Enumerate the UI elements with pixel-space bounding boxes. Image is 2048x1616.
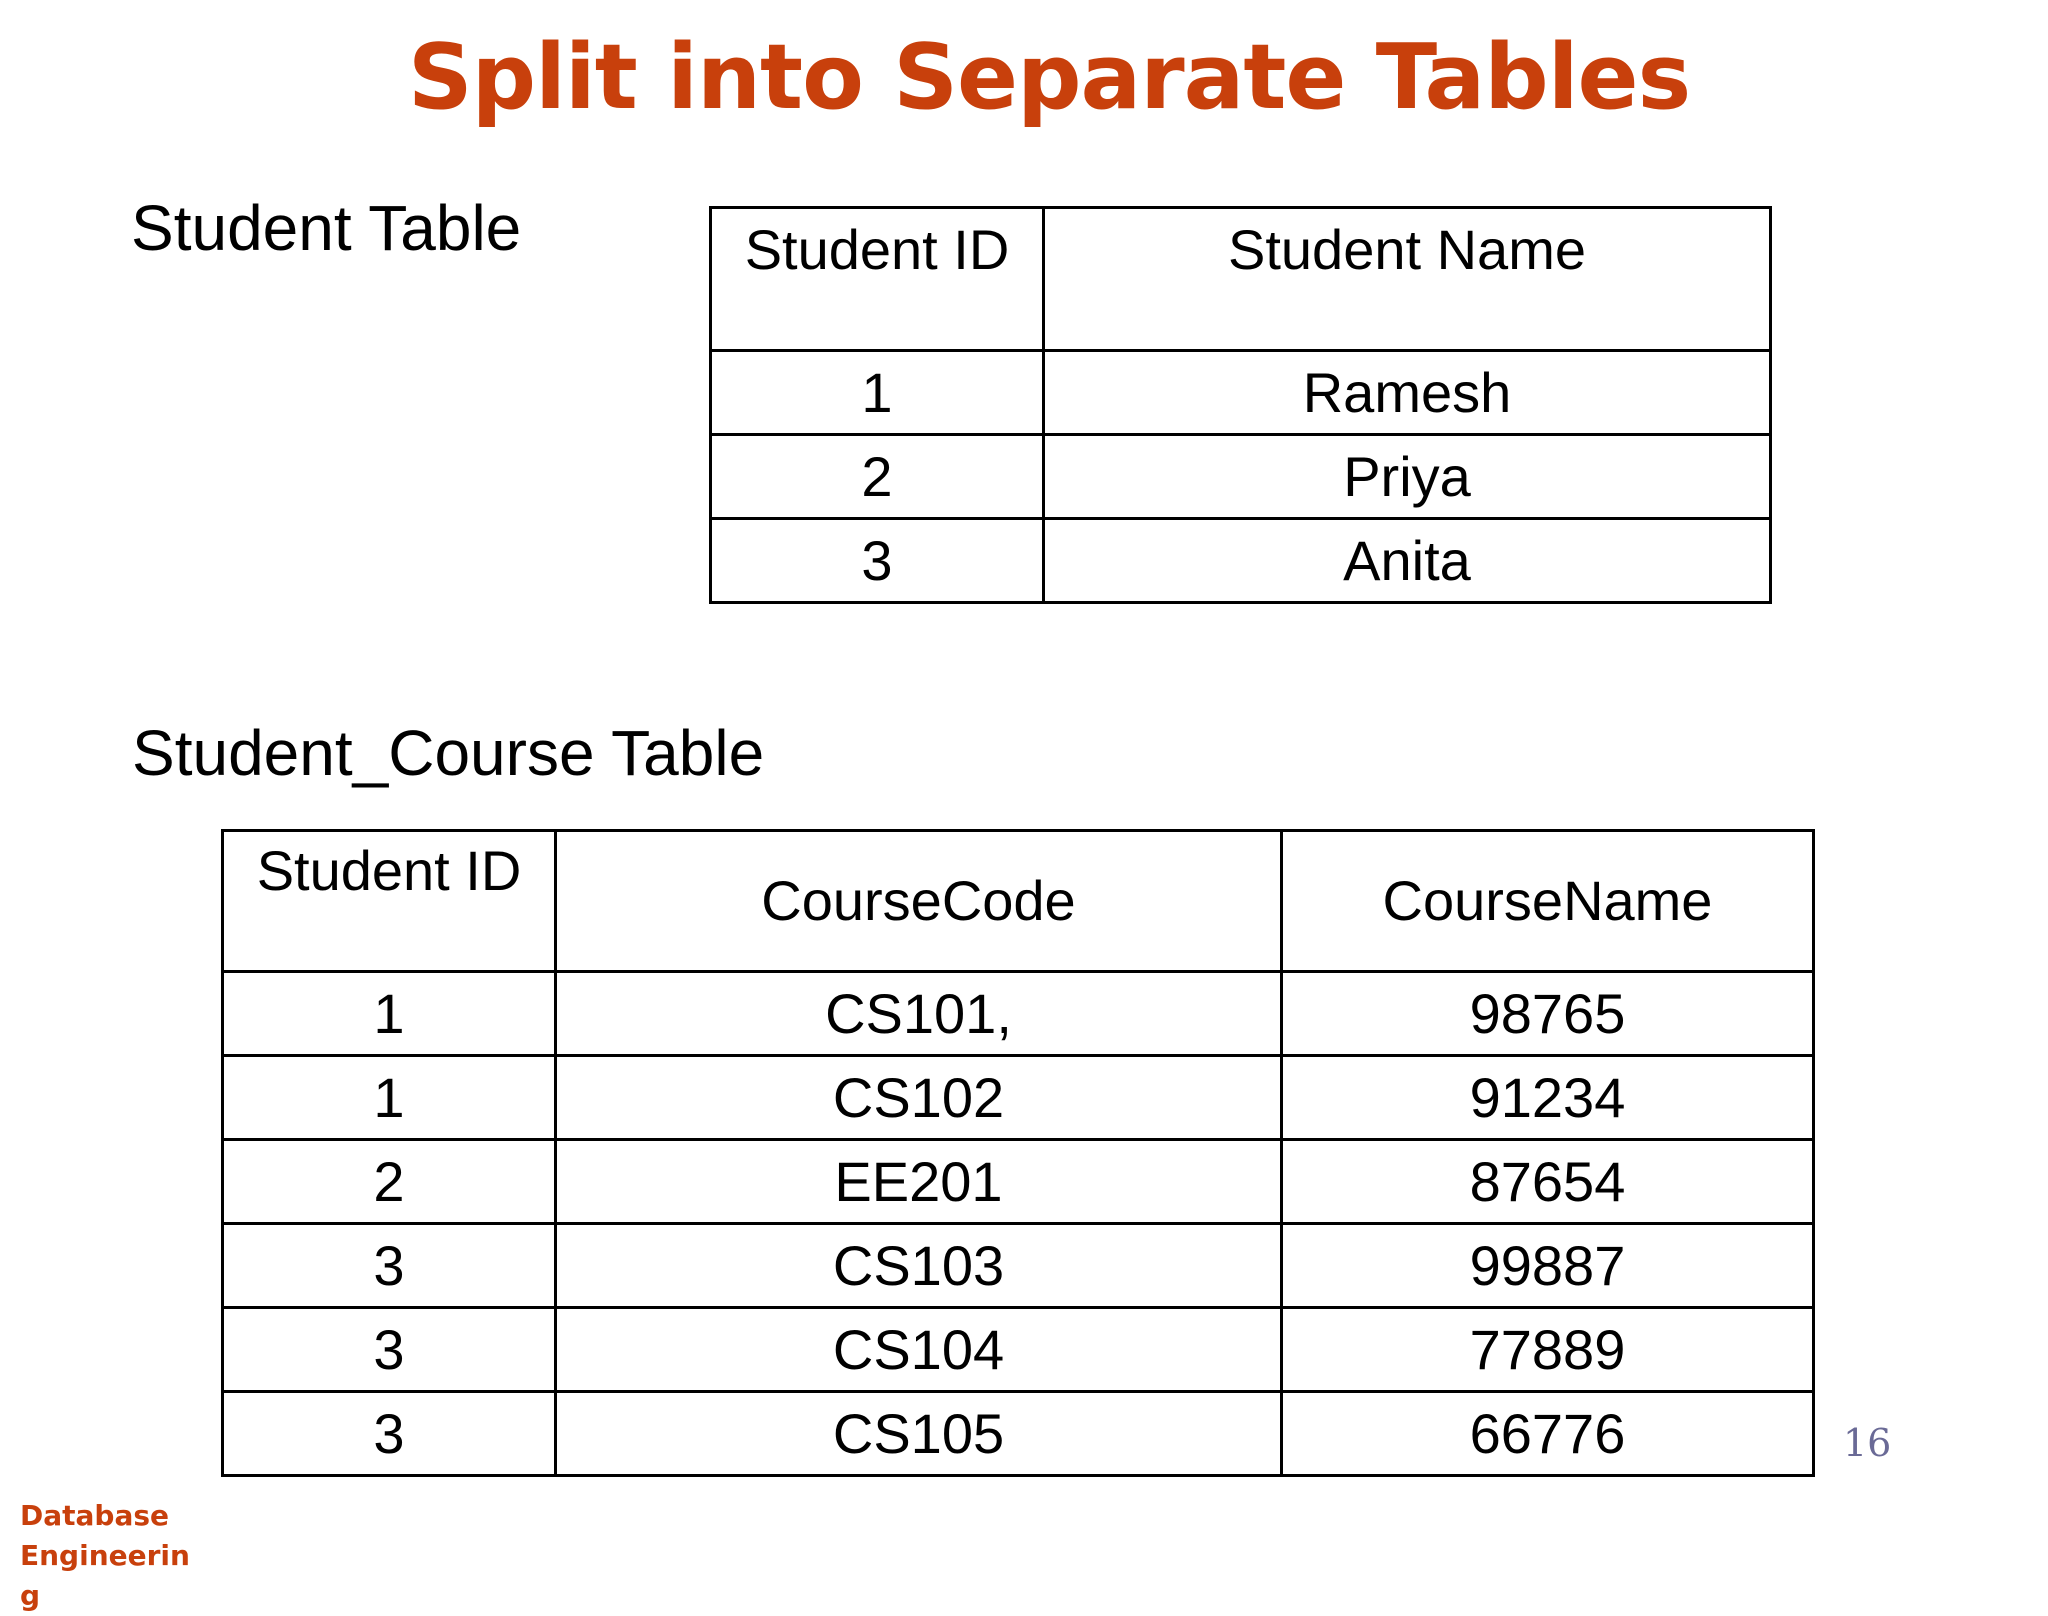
table-row [223,1056,1814,1140]
page-number: 16 [1843,1421,1892,1465]
table-row [223,1140,1814,1224]
table-row [711,351,1771,435]
table-cell-course-name: 87654 [1282,1140,1814,1224]
column-header-student-id: Student ID [711,208,1044,351]
table-cell-student-id: 3 [711,519,1044,603]
slide-title: Split into Separate Tables [407,25,1691,130]
table-cell-course-name: 77889 [1282,1308,1814,1392]
student-course-table [221,829,1815,1477]
table-cell-student-id: 1 [223,1056,556,1140]
table-cell-course-name: 98765 [1282,972,1814,1056]
table-cell-student-name: Priya [1044,435,1771,519]
table-cell-course-code: EE201 [556,1140,1282,1224]
column-header-student-id: Student ID [223,831,556,972]
table-cell-course-name: 91234 [1282,1056,1814,1140]
table-cell-course-code: CS105 [556,1392,1282,1476]
column-header-course-name: CourseName [1282,831,1814,972]
table-cell-student-id: 1 [711,351,1044,435]
table-row [223,1392,1814,1476]
table-cell-student-id: 3 [223,1392,556,1476]
column-header-student-name: Student Name [1044,208,1771,351]
table-row [223,972,1814,1056]
table-cell-course-code: CS102 [556,1056,1282,1140]
table-cell-course-code: CS104 [556,1308,1282,1392]
table-row [223,1308,1814,1392]
table-cell-student-id: 2 [711,435,1044,519]
table-cell-course-code: CS103 [556,1224,1282,1308]
student-course-table-label: Student_Course Table [132,717,765,789]
table-cell-course-name: 99887 [1282,1224,1814,1308]
footer-org-name: Database Engineering [20,1499,190,1612]
table-cell-student-id: 1 [223,972,556,1056]
table-cell-course-code: CS101, [556,972,1282,1056]
table-row [711,519,1771,603]
table-cell-student-id: 3 [223,1224,556,1308]
student-table [709,206,1772,604]
column-header-course-code: CourseCode [556,831,1282,972]
table-header-row [223,831,1814,972]
table-cell-student-name: Anita [1044,519,1771,603]
table-cell-student-id: 2 [223,1140,556,1224]
table-row [223,1224,1814,1308]
table-row [711,435,1771,519]
table-cell-student-id: 3 [223,1308,556,1392]
table-cell-student-name: Ramesh [1044,351,1771,435]
student-table-label: Student Table [131,192,522,264]
table-header-row [711,208,1771,351]
table-cell-course-name: 66776 [1282,1392,1814,1476]
